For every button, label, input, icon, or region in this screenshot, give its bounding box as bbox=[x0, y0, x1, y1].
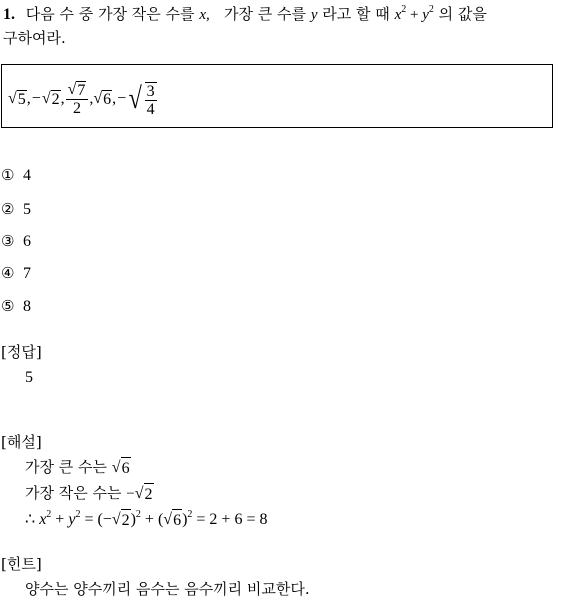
question-text-c: 라고 할 때 bbox=[322, 5, 390, 23]
minus-sign: − bbox=[31, 90, 41, 107]
therefore-symbol: ∴ bbox=[25, 511, 36, 528]
comma: , bbox=[89, 90, 94, 107]
comma: , bbox=[112, 90, 117, 107]
answer-value: 5 bbox=[25, 369, 33, 386]
question-expr-plus: + bbox=[406, 7, 423, 23]
explanation-label: [해설] bbox=[1, 433, 42, 451]
question-text-d: 의 값을 bbox=[438, 5, 487, 23]
choice-2[interactable] bbox=[1, 199, 31, 220]
answer-label: [정답] bbox=[1, 343, 42, 361]
question-expr-x: x bbox=[394, 7, 402, 23]
sqrt-5: √ 5 bbox=[8, 89, 26, 108]
question-exp-x: 2 bbox=[401, 4, 407, 15]
explanation-text: 가장 큰 수는 bbox=[25, 458, 107, 476]
choice-1[interactable] bbox=[1, 165, 31, 186]
question-var-x: x, bbox=[199, 7, 210, 23]
choice-value: 5 bbox=[23, 201, 31, 218]
choice-3[interactable] bbox=[1, 231, 31, 252]
explanation-equation: ∴ $x^2 + y^2$ = (−√ 2 )$^2$ + (√ 6 )$^2$ = 2 + 6 = 8 bbox=[25, 509, 267, 532]
sqrt-6: √ 6 bbox=[112, 457, 131, 480]
choice-value: 4 bbox=[23, 167, 31, 184]
choice-mark: ① bbox=[1, 166, 15, 184]
choice-mark: ④ bbox=[1, 264, 15, 282]
question-line-2: 구하여라. bbox=[3, 29, 66, 47]
explanation-line-2 bbox=[25, 482, 154, 506]
choice-mark: ③ bbox=[1, 232, 15, 250]
question-exp-y: 2 bbox=[428, 4, 434, 15]
choice-4[interactable] bbox=[1, 263, 31, 284]
choice-value: 6 bbox=[23, 233, 31, 250]
question-text-b: 가장 큰 수를 bbox=[224, 5, 307, 23]
minus-sign: − bbox=[117, 90, 127, 107]
sqrt-2: √ 2 bbox=[135, 483, 154, 506]
question-var-y: y bbox=[310, 7, 318, 23]
comma: , bbox=[60, 90, 65, 107]
choice-5[interactable] bbox=[1, 296, 31, 317]
choice-mark: ② bbox=[1, 200, 15, 218]
minus-sign: − bbox=[126, 486, 135, 502]
question-expr-y: y bbox=[422, 7, 429, 23]
hint-label: [힌트] bbox=[1, 555, 42, 573]
choice-mark: ⑤ bbox=[1, 297, 15, 315]
question-text-a: 다음 수 중 가장 작은 수를 bbox=[25, 5, 195, 23]
comma: , bbox=[26, 90, 31, 107]
sqrt-6: √ 6 bbox=[93, 89, 112, 108]
choice-value: 8 bbox=[23, 298, 31, 315]
question-line-1 bbox=[3, 4, 487, 25]
sqrt-2: √ 2 bbox=[41, 89, 60, 108]
question-number: 1. bbox=[3, 6, 15, 23]
hint-text: 양수는 양수끼리 음수는 음수끼리 비교한다. bbox=[25, 580, 310, 598]
explanation-line-1 bbox=[25, 456, 131, 480]
number-list-box bbox=[1, 64, 553, 128]
fraction-sqrt7-over-2: √ 7 2 bbox=[66, 81, 89, 117]
number-list bbox=[8, 80, 158, 118]
choice-value: 7 bbox=[23, 265, 31, 282]
explanation-text: 가장 작은 수는 bbox=[25, 484, 122, 502]
sqrt-three-quarters: √ $\frac{3}{4}$ bbox=[128, 82, 155, 118]
